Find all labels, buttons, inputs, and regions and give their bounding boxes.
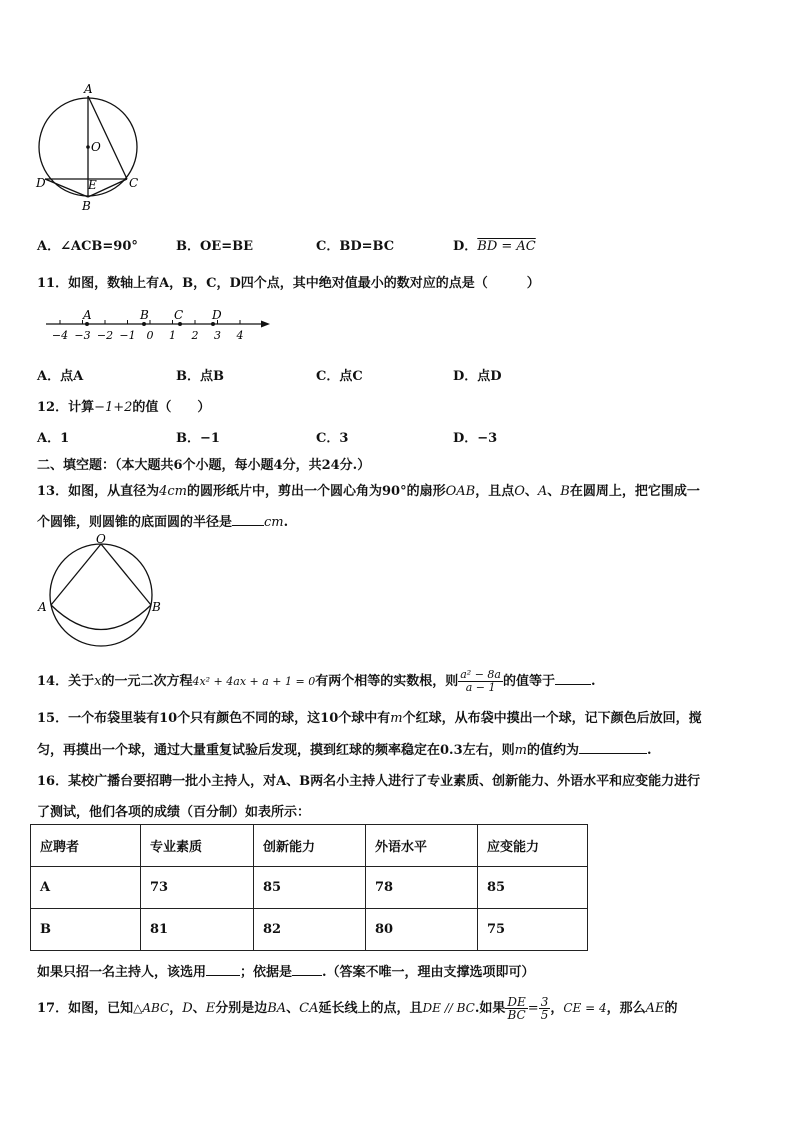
q14-question <box>37 669 596 694</box>
q14-fraction-denominator: a − 1 <box>465 681 496 694</box>
q17-point-e: E <box>205 1001 216 1016</box>
number-line-tick-label: 1 <box>169 329 176 342</box>
q17-point-d: D <box>182 1001 193 1016</box>
q10-option-d-arc-equation: BD = AC <box>477 239 536 254</box>
q13-text-g: 个圆锥，则圆锥的底面圆的半径是 <box>37 515 233 530</box>
number-line-tick-label: 4 <box>236 329 244 342</box>
q14-equation: 4x² + 4ax + a + 1 = 0 <box>192 675 316 688</box>
q17-ae: AE <box>645 1001 665 1016</box>
q14-end: . <box>591 674 596 689</box>
table-header-cell: 专业素质 <box>141 825 254 867</box>
table-cell: 81 <box>141 909 254 951</box>
table-cell: 82 <box>254 909 366 951</box>
q16-line-1: 16．某校广播台要招聘一批小主持人，对A、B两名小主持人进行了专业素质、创新能力、外语水平和应变能力进行 <box>37 774 701 789</box>
q15-text-d: 的值约为 <box>526 743 579 758</box>
q13-diameter: 4cm <box>159 484 187 499</box>
q13-line-1 <box>37 480 700 499</box>
section-2-heading: 二、填空题：（本大题共6个小题，每小题4分，共24分.） <box>37 458 371 473</box>
number-line-tick-label: 3 <box>214 329 221 342</box>
table-cell: B <box>31 909 141 951</box>
number-line-tick-label: −2 <box>96 329 114 342</box>
q17-text-c: 、 <box>192 1001 206 1016</box>
q10-option-d <box>453 235 536 254</box>
q13-line-2 <box>37 511 288 530</box>
q17-fraction-2-denominator: 5 <box>540 1008 549 1022</box>
q17-text-i: ，那么 <box>606 1001 646 1016</box>
q17-side-ca: CA <box>299 1001 319 1016</box>
number-line-tick-label: 2 <box>191 329 199 342</box>
q15-text-c: 匀，再摸出一个球，通过大量重复试验后发现，摸到红球的频率稳定在0.3左右，则 <box>37 743 515 758</box>
q11-option-d: D．点D <box>453 369 502 384</box>
q13-point-o: O <box>514 484 525 499</box>
q17-text-h: ， <box>550 1001 564 1016</box>
q13-end: . <box>283 515 289 530</box>
q10-option-b: B．OE=BE <box>176 239 254 254</box>
q15-line-2 <box>37 739 652 758</box>
q10-label-a: A <box>84 82 93 96</box>
q12-option-d: D．−3 <box>453 431 498 446</box>
q10-option-a: A．∠ACB=90° <box>37 239 138 254</box>
q14-text-b: 的一元二次方程 <box>101 674 193 689</box>
q17-question <box>37 996 678 1021</box>
q17-parallel: DE // BC <box>422 1001 475 1015</box>
q13-figure-label-o: O <box>96 534 106 546</box>
q11-point-c: C <box>174 308 184 322</box>
table-row <box>31 867 588 909</box>
q17-side-ba: BA <box>267 1001 287 1016</box>
q10-label-b: B <box>82 199 91 213</box>
q17-text-j: 的 <box>664 1001 678 1016</box>
q11-number-line <box>40 306 275 346</box>
q17-fraction-1-numerator: DE <box>507 995 526 1009</box>
q17-ce-value: CE = 4 <box>563 1001 607 1015</box>
q17-fraction-2-numerator: 3 <box>540 995 549 1009</box>
q11-question: 11．如图，数轴上有A，B，C，D四个点，其中绝对值最小的数对应的点是（ ） <box>37 276 540 291</box>
q16-score-table <box>30 824 588 951</box>
q11-option-b: B．点B <box>176 369 224 384</box>
q10-label-e: E <box>88 178 97 192</box>
q10-label-d: D <box>36 176 46 190</box>
q17-fraction-de-bc <box>505 996 527 1021</box>
q11-option-c: C．点C <box>316 369 363 384</box>
number-line-tick-label: −1 <box>119 329 136 342</box>
q13-sector-name: OAB <box>445 484 476 499</box>
q15-end: . <box>646 743 652 758</box>
table-cell: 75 <box>478 909 588 951</box>
q13-unit: cm <box>264 515 284 530</box>
q17-text-b: ， <box>169 1001 183 1016</box>
q14-fraction <box>458 669 503 694</box>
q14-variable-x: x <box>94 674 102 689</box>
table-header-cell: 创新能力 <box>254 825 366 867</box>
q16-text-c: .（答案不唯一，理由支撑选项即可） <box>322 965 535 980</box>
q12-prefix: 12．计算 <box>37 400 95 415</box>
q14-fraction-numerator: a² − 8a <box>460 668 501 681</box>
q13-sector-figure <box>34 534 169 652</box>
q13-text-e: 、 <box>547 484 561 499</box>
q17-text-f: 延长线上的点，且 <box>318 1001 423 1016</box>
table-cell: 73 <box>141 867 254 909</box>
q13-answer-blank[interactable] <box>232 513 264 526</box>
q17-fraction-1-denominator: BC <box>507 1008 526 1022</box>
q15-text-a: 15．一个布袋里装有10个只有颜色不同的球，这10个球中有 <box>37 711 391 726</box>
q13-text-f: 在圆周上，把它围成一 <box>569 484 700 499</box>
q14-text-c: 有两个相等的实数根，则 <box>315 674 459 689</box>
q13-text-a: 13．如图，从直径为 <box>37 484 160 499</box>
q11-option-a: A．点A <box>37 369 84 384</box>
q14-text-a: 14．关于 <box>37 674 95 689</box>
number-line-tick-label: −4 <box>51 329 69 342</box>
q15-variable-m: m <box>390 711 403 726</box>
q13-text-c: ，且点 <box>475 484 515 499</box>
q14-answer-blank[interactable] <box>555 672 591 685</box>
q17-triangle: △ABC <box>133 1001 170 1015</box>
table-cell: A <box>31 867 141 909</box>
table-header-cell: 外语水平 <box>366 825 478 867</box>
q10-label-o: O <box>91 140 101 154</box>
q15-line-1 <box>37 707 702 726</box>
q16-line-2: 了测试，他们各项的成绩（百分制）如表所示： <box>37 805 311 820</box>
q16-after-table <box>37 961 535 980</box>
q12-option-b: B．−1 <box>176 431 220 446</box>
q10-label-c: C <box>129 176 139 190</box>
q12-option-a: A．1 <box>37 431 70 446</box>
q12-expression: −1+2 <box>94 400 133 415</box>
table-row <box>31 909 588 951</box>
q13-text-d: 、 <box>524 484 538 499</box>
table-cell: 85 <box>254 867 366 909</box>
q17-text-a: 17．如图，已知 <box>37 1001 134 1016</box>
q13-figure-label-b: B <box>152 600 161 614</box>
q10-circle-figure <box>30 82 145 217</box>
q11-point-a: A <box>83 308 92 322</box>
table-cell: 80 <box>366 909 478 951</box>
q12-question <box>37 396 210 415</box>
q12-option-c: C．3 <box>316 431 349 446</box>
q17-equals: = <box>527 1001 539 1016</box>
table-header-cell: 应变能力 <box>478 825 588 867</box>
number-line-tick-label: 0 <box>146 329 154 342</box>
table-cell: 78 <box>366 867 478 909</box>
q10-option-d-prefix: D． <box>453 239 478 254</box>
q10-option-c: C．BD=BC <box>316 239 395 254</box>
q11-point-b: B <box>140 308 149 322</box>
q17-fraction-3-5 <box>539 996 551 1021</box>
q14-text-d: 的值等于 <box>502 674 555 689</box>
q17-text-d: 分别是边 <box>215 1001 268 1016</box>
q16-answer-blank-2[interactable] <box>292 963 322 976</box>
q15-text-b: 个红球，从布袋中摸出一个球，记下颜色后放回，搅 <box>402 711 702 726</box>
table-header-row <box>31 825 588 867</box>
q13-text-b: 的圆形纸片中，剪出一个圆心角为90°的扇形 <box>186 484 446 499</box>
q16-text-a: 如果只招一名主持人，该选用 <box>37 965 207 980</box>
q12-suffix: 的值（ ） <box>132 400 211 415</box>
q16-answer-blank-1[interactable] <box>206 963 240 976</box>
q11-point-d: D <box>212 308 222 322</box>
table-cell: 85 <box>478 867 588 909</box>
q16-text-b: ；依据是 <box>240 965 293 980</box>
q13-figure-label-a: A <box>38 600 47 614</box>
q17-text-e: 、 <box>286 1001 300 1016</box>
q17-text-g: .如果 <box>474 1001 506 1016</box>
table-header-cell: 应聘者 <box>31 825 141 867</box>
q15-answer-blank[interactable] <box>579 741 647 754</box>
q13-point-a: A <box>537 484 548 499</box>
q13-point-b: B <box>560 484 570 499</box>
q15-variable-m-2: m <box>514 743 527 758</box>
number-line-tick-label: −3 <box>74 329 91 342</box>
